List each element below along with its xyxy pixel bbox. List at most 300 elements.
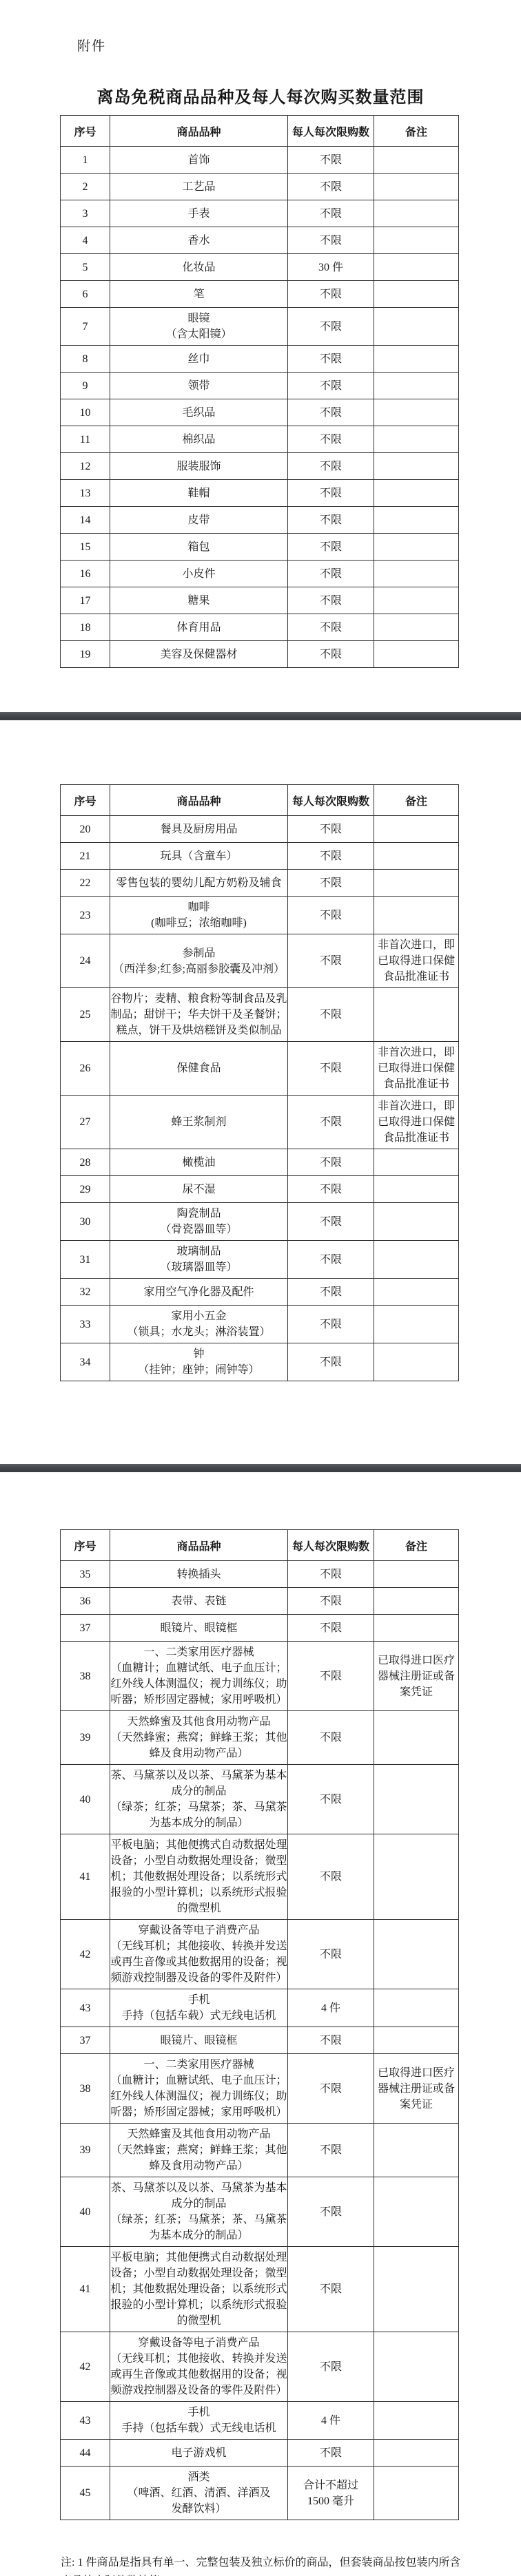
cell-text-line: 手表 bbox=[187, 207, 210, 220]
cell-text-line: 茶、马黛茶以及以茶、马黛茶为基本成分的制品 bbox=[110, 1770, 287, 1797]
cell-text-line: （骨瓷器皿等） bbox=[160, 1224, 238, 1235]
limit-cell bbox=[288, 147, 374, 174]
cell-text-line: 不限 bbox=[319, 2206, 342, 2218]
cell-text-line: （血糖计；血糖试纸、电子血压计；红外线人体测温仪；视力训练仪；助听器；矫形固定器械；家用呼吸机） bbox=[110, 2075, 287, 2118]
product-cell bbox=[110, 1149, 288, 1176]
remark-cell bbox=[374, 1203, 459, 1241]
table-row bbox=[61, 1615, 459, 1642]
product-cell bbox=[110, 174, 288, 200]
column-header-0: 序号 bbox=[61, 116, 110, 147]
limit-cell bbox=[288, 843, 374, 870]
row-number-cell: 41 bbox=[61, 1834, 110, 1920]
cell-text-line: 平板电脑；其他便携式自动数据处理设备；小型自动数据处理设备；微型机；其他数据处理设备；以系统形式报验的小型计算机；以系统形式报验的微型机 bbox=[110, 2252, 287, 2327]
table-row bbox=[61, 200, 459, 227]
cell-text-line: 不限 bbox=[319, 909, 342, 921]
remark-cell bbox=[374, 2124, 459, 2177]
table-row bbox=[61, 816, 459, 843]
cell-text-line: 不限 bbox=[319, 433, 342, 446]
cell-text-line: 工艺品 bbox=[182, 180, 216, 193]
row-number-cell: 1 bbox=[61, 147, 110, 174]
footnote-line bbox=[61, 2572, 474, 2576]
product-cell bbox=[110, 587, 288, 614]
cell-text-line: 平板电脑；其他便携式自动数据处理设备；小型自动数据处理设备；微型机；其他数据处理设备；以系统形式报验的小型计算机；以系统形式报验的微型机 bbox=[110, 1839, 287, 1914]
cell-text-line: 参制品 bbox=[182, 947, 216, 959]
remark-cell bbox=[374, 534, 459, 561]
remark-cell bbox=[374, 816, 459, 843]
table-row bbox=[61, 897, 459, 934]
remark-cell bbox=[374, 308, 459, 346]
row-number-cell: 42 bbox=[61, 1920, 110, 1989]
cell-text-line: 体育用品 bbox=[176, 621, 221, 633]
table-row bbox=[61, 1561, 459, 1588]
row-number-cell: 29 bbox=[61, 1176, 110, 1203]
limit-cell bbox=[288, 373, 374, 399]
column-header-1: 商品品种 bbox=[110, 785, 288, 816]
row-number-cell: 20 bbox=[61, 816, 110, 843]
cell-text-line: （绿茶；红茶；马黛茶；茶、马黛茶为基本成分的制品） bbox=[110, 2214, 287, 2241]
product-cell bbox=[110, 1834, 288, 1920]
product-cell bbox=[110, 453, 288, 480]
remark-cell bbox=[374, 453, 459, 480]
limit-cell bbox=[288, 1711, 374, 1765]
product-cell bbox=[110, 399, 288, 426]
cell-text-line: (咖啡豆；浓缩咖啡) bbox=[151, 917, 247, 929]
table-row bbox=[61, 254, 459, 281]
product-cell bbox=[110, 1588, 288, 1615]
goods-table-2 bbox=[60, 784, 459, 1381]
cell-text-line: 不限 bbox=[319, 648, 342, 660]
row-number-cell: 38 bbox=[61, 1642, 110, 1711]
cell-text-line: 不限 bbox=[319, 850, 342, 862]
document-title: 离岛免税商品品种及每人每次购买数量范围 bbox=[96, 88, 425, 107]
limit-cell bbox=[288, 174, 374, 200]
product-cell bbox=[110, 816, 288, 843]
column-header-1: 商品品种 bbox=[110, 116, 288, 147]
product-cell bbox=[110, 1561, 288, 1588]
product-cell bbox=[110, 1765, 288, 1834]
row-number-cell: 33 bbox=[61, 1306, 110, 1343]
cell-text-line: 不限 bbox=[319, 406, 342, 419]
cell-text-line: （含太阳镜） bbox=[165, 328, 232, 340]
column-header-0: 序号 bbox=[61, 785, 110, 816]
column-header-2: 每人每次限购数 bbox=[288, 785, 374, 816]
cell-text-line: 不限 bbox=[319, 2283, 342, 2295]
table-row bbox=[61, 507, 459, 534]
cell-text-line: 皮带 bbox=[187, 514, 210, 526]
table-row bbox=[61, 1042, 459, 1096]
limit-cell bbox=[288, 399, 374, 426]
cell-text-line: 穿戴设备等电子消费产品 bbox=[138, 2337, 260, 2349]
row-number-cell: 3 bbox=[61, 200, 110, 227]
column-header-3: 备注 bbox=[374, 785, 459, 816]
limit-cell bbox=[288, 254, 374, 281]
table-row bbox=[61, 2054, 459, 2124]
product-cell bbox=[110, 870, 288, 897]
row-number-cell: 21 bbox=[61, 843, 110, 870]
page-2 bbox=[0, 720, 521, 1464]
remark-cell bbox=[374, 1989, 459, 2027]
cell-text-line: 一、二类家用医疗器械 bbox=[143, 2059, 254, 2071]
remark-cell bbox=[374, 614, 459, 641]
remark-cell bbox=[374, 507, 459, 534]
limit-cell bbox=[288, 1834, 374, 1920]
table-row bbox=[61, 1306, 459, 1343]
product-cell bbox=[110, 281, 288, 308]
remark-cell bbox=[374, 2332, 459, 2402]
product-cell bbox=[110, 373, 288, 399]
row-number-cell: 36 bbox=[61, 1588, 110, 1615]
attachment-label: 附件 bbox=[77, 39, 107, 54]
cell-text-line: 不限 bbox=[319, 1318, 342, 1330]
cell-text-line: 不限 bbox=[319, 877, 342, 889]
cell-text-line: 橄榄油 bbox=[182, 1156, 216, 1169]
table-row bbox=[61, 2247, 459, 2332]
remark-cell bbox=[374, 281, 459, 308]
cell-text-line: 领带 bbox=[187, 379, 210, 392]
cell-text-line: 30 件 bbox=[318, 261, 343, 273]
header-row bbox=[61, 116, 459, 147]
table-row bbox=[61, 614, 459, 641]
table-row bbox=[61, 1343, 459, 1381]
table-row bbox=[61, 843, 459, 870]
cell-text-line: 不限 bbox=[319, 487, 342, 499]
product-cell bbox=[110, 2054, 288, 2124]
cell-text-line: 服装服饰 bbox=[176, 460, 221, 472]
limit-cell bbox=[288, 1203, 374, 1241]
cell-text-line: 谷物片；麦精、粮食粉等制食品及乳制品；甜饼干；华夫饼干及圣餐饼；糕点，饼干及烘焙糕饼及类似制品 bbox=[110, 993, 287, 1036]
limit-cell bbox=[288, 1176, 374, 1203]
cell-text-line: 糖果 bbox=[187, 594, 210, 607]
cell-text-line: （无线耳机；其他接收、转换并发送或再生音像或其他数据用的设备；视频游戏控制器及设备的零件及附件） bbox=[110, 1940, 287, 1984]
remark-cell bbox=[374, 1306, 459, 1343]
row-number-cell: 44 bbox=[61, 2440, 110, 2467]
cell-text-line: 眼镜 bbox=[187, 313, 210, 324]
cell-text-line: 不限 bbox=[319, 1356, 342, 1368]
cell-text-line: 发酵饮料） bbox=[171, 2503, 227, 2515]
limit-cell bbox=[288, 1306, 374, 1343]
table-row bbox=[61, 1642, 459, 1711]
cell-text-line: 不限 bbox=[319, 1183, 342, 1195]
product-cell bbox=[110, 2440, 288, 2467]
product-cell bbox=[110, 1306, 288, 1343]
cell-text-line: 不限 bbox=[319, 234, 342, 247]
table-row bbox=[61, 1096, 459, 1149]
limit-cell bbox=[288, 587, 374, 614]
cell-text-line: 眼镜片、眼镜框 bbox=[160, 1622, 238, 1634]
cell-text-line: 家用空气净化器及配件 bbox=[143, 1286, 254, 1298]
row-number-cell: 43 bbox=[61, 2402, 110, 2440]
row-number-cell: 40 bbox=[61, 1765, 110, 1834]
limit-cell bbox=[288, 1615, 374, 1642]
cell-text-line: 穿戴设备等电子消费产品 bbox=[138, 1925, 260, 1936]
limit-cell bbox=[288, 480, 374, 507]
cell-text-line: 不限 bbox=[319, 2447, 342, 2459]
cell-text-line: 电子游戏机 bbox=[171, 2447, 227, 2459]
cell-text-line: 毛织品 bbox=[182, 406, 216, 419]
remark-cell bbox=[374, 1615, 459, 1642]
table-row bbox=[61, 2027, 459, 2054]
limit-cell bbox=[288, 614, 374, 641]
limit-cell bbox=[288, 1561, 374, 1588]
cell-text-line: 手持（包括车载）式无线电话机 bbox=[121, 2010, 276, 2022]
product-cell bbox=[110, 1989, 288, 2027]
cell-text-line: 天然蜂蜜及其他食用动物产品 bbox=[127, 2128, 271, 2140]
limit-cell bbox=[288, 1042, 374, 1096]
remark-cell bbox=[374, 227, 459, 254]
cell-text-line: 已取得进口医疗器械注册证或备案凭证 bbox=[377, 1654, 455, 1698]
product-cell bbox=[110, 1241, 288, 1279]
column-header-0: 序号 bbox=[61, 1530, 110, 1561]
table-row bbox=[61, 2440, 459, 2467]
remark-cell bbox=[374, 1176, 459, 1203]
table-row bbox=[61, 2467, 459, 2520]
cell-text-line: 箱包 bbox=[187, 541, 210, 553]
product-cell bbox=[110, 843, 288, 870]
table-row bbox=[61, 534, 459, 561]
product-cell bbox=[110, 147, 288, 174]
remark-cell bbox=[374, 1096, 459, 1149]
cell-text-line: 眼镜片、眼镜框 bbox=[160, 2034, 238, 2046]
cell-text-line: 表带、表链 bbox=[171, 1595, 227, 1607]
remark-cell bbox=[374, 1149, 459, 1176]
cell-text-line: 转换插头 bbox=[176, 1568, 221, 1580]
remark-cell bbox=[374, 2027, 459, 2054]
cell-text-line: 非首次进口，即已取得进口保健食品批准证书 bbox=[377, 939, 455, 983]
cell-text-line: （血糖计；血糖试纸、电子血压计；红外线人体测温仪；视力训练仪；助听器；矫形固定器械；家用呼吸机） bbox=[110, 1662, 287, 1706]
limit-cell bbox=[288, 1765, 374, 1834]
product-cell bbox=[110, 2177, 288, 2247]
cell-text-line: 不限 bbox=[319, 1670, 342, 1682]
table-row bbox=[61, 308, 459, 346]
product-cell bbox=[110, 614, 288, 641]
cell-text-line: 玩具（含童车） bbox=[160, 850, 238, 862]
limit-cell bbox=[288, 2177, 374, 2247]
cell-text-line: 玻璃制品 bbox=[176, 1246, 221, 1257]
remark-cell bbox=[374, 1343, 459, 1381]
row-number-cell: 8 bbox=[61, 346, 110, 373]
cell-text-line: 不限 bbox=[319, 1568, 342, 1580]
limit-cell bbox=[288, 281, 374, 308]
row-number-cell: 19 bbox=[61, 641, 110, 668]
cell-text-line: 不限 bbox=[319, 1948, 342, 1960]
cell-text-line: 不限 bbox=[319, 154, 342, 166]
row-number-cell: 17 bbox=[61, 587, 110, 614]
cell-text-line: 蜂王浆制剂 bbox=[171, 1116, 227, 1128]
cell-text-line: 4 件 bbox=[320, 2002, 340, 2014]
cell-text-line: 笔 bbox=[193, 288, 205, 300]
cell-text-line: 不限 bbox=[319, 594, 342, 607]
cell-text-line: 不限 bbox=[319, 1595, 342, 1607]
header-row bbox=[61, 1530, 459, 1561]
row-number-cell: 27 bbox=[61, 1096, 110, 1149]
table-row bbox=[61, 1765, 459, 1834]
limit-cell bbox=[288, 2027, 374, 2054]
table-row bbox=[61, 1989, 459, 2027]
table-row bbox=[61, 988, 459, 1042]
row-number-cell: 39 bbox=[61, 2124, 110, 2177]
table-row bbox=[61, 561, 459, 587]
cell-text-line: 香水 bbox=[187, 234, 210, 247]
remark-cell bbox=[374, 988, 459, 1042]
product-cell bbox=[110, 1920, 288, 1989]
cell-text-line: 不限 bbox=[319, 2082, 342, 2095]
row-number-cell: 30 bbox=[61, 1203, 110, 1241]
table-row bbox=[61, 1920, 459, 1989]
cell-text-line: 餐具及厨房用品 bbox=[160, 823, 238, 835]
row-number-cell: 9 bbox=[61, 373, 110, 399]
table-row bbox=[61, 2177, 459, 2247]
table-row bbox=[61, 1279, 459, 1306]
row-number-cell: 13 bbox=[61, 480, 110, 507]
table-row bbox=[61, 227, 459, 254]
table-row bbox=[61, 2402, 459, 2440]
product-cell bbox=[110, 534, 288, 561]
remark-cell bbox=[374, 174, 459, 200]
table-row bbox=[61, 2124, 459, 2177]
limit-cell bbox=[288, 346, 374, 373]
row-number-cell: 2 bbox=[61, 174, 110, 200]
limit-cell bbox=[288, 2440, 374, 2467]
limit-cell bbox=[288, 534, 374, 561]
row-number-cell: 11 bbox=[61, 426, 110, 453]
row-number-cell: 35 bbox=[61, 1561, 110, 1588]
table-row bbox=[61, 426, 459, 453]
limit-cell bbox=[288, 507, 374, 534]
row-number-cell: 4 bbox=[61, 227, 110, 254]
product-cell bbox=[110, 2467, 288, 2520]
cell-text-line: 不限 bbox=[319, 1116, 342, 1128]
cell-text-line: 保健食品 bbox=[176, 1062, 221, 1074]
cell-text-line: 1500 毫升 bbox=[307, 2495, 354, 2507]
cell-text-line: 咖啡 bbox=[187, 901, 210, 913]
limit-cell bbox=[288, 227, 374, 254]
cell-text-line: 已取得进口医疗器械注册证或备案凭证 bbox=[377, 2066, 455, 2111]
cell-text-line: 天然蜂蜜及其他食用动物产品 bbox=[127, 1716, 271, 1728]
page-separator-2 bbox=[0, 1464, 521, 1472]
row-number-cell: 39 bbox=[61, 1711, 110, 1765]
row-number-cell: 40 bbox=[61, 2177, 110, 2247]
cell-text-line: 不限 bbox=[319, 2034, 342, 2046]
remark-cell bbox=[374, 587, 459, 614]
table-row bbox=[61, 934, 459, 988]
table-row bbox=[61, 2332, 459, 2402]
table-row bbox=[61, 147, 459, 174]
product-cell bbox=[110, 507, 288, 534]
cell-text-line: 手机 bbox=[187, 2407, 210, 2418]
row-number-cell: 31 bbox=[61, 1241, 110, 1279]
table-row bbox=[61, 281, 459, 308]
remark-cell bbox=[374, 1279, 459, 1306]
product-cell bbox=[110, 897, 288, 934]
cell-text-line: 不限 bbox=[319, 567, 342, 580]
remark-cell bbox=[374, 2177, 459, 2247]
cell-text-line: 不限 bbox=[319, 180, 342, 193]
product-cell bbox=[110, 1711, 288, 1765]
cell-text-line: （挂钟；座钟；闹钟等） bbox=[138, 1364, 260, 1376]
table-row bbox=[61, 1241, 459, 1279]
cell-text-line: 不限 bbox=[319, 288, 342, 300]
cell-text-line: 不限 bbox=[319, 1286, 342, 1298]
cell-text-line: （天然蜂蜜；燕窝；鲜蜂王浆；其他蜂及食用动物产品） bbox=[110, 2144, 287, 2172]
remark-cell bbox=[374, 1920, 459, 1989]
limit-cell bbox=[288, 426, 374, 453]
limit-cell bbox=[288, 561, 374, 587]
product-cell bbox=[110, 200, 288, 227]
remark-cell bbox=[374, 2440, 459, 2467]
product-cell bbox=[110, 2332, 288, 2402]
limit-cell bbox=[288, 2332, 374, 2402]
product-cell bbox=[110, 227, 288, 254]
limit-cell bbox=[288, 988, 374, 1042]
page-1 bbox=[0, 0, 521, 712]
cell-text-line: 手持（包括车载）式无线电话机 bbox=[121, 2422, 276, 2434]
remark-cell bbox=[374, 346, 459, 373]
limit-cell bbox=[288, 1149, 374, 1176]
product-cell bbox=[110, 346, 288, 373]
column-header-3: 备注 bbox=[374, 116, 459, 147]
limit-cell bbox=[288, 641, 374, 668]
cell-text-line: 合计不超过 bbox=[303, 2479, 358, 2491]
row-number-cell: 23 bbox=[61, 897, 110, 934]
row-number-cell: 37 bbox=[61, 2027, 110, 2054]
product-cell bbox=[110, 254, 288, 281]
cell-text-line: （锁具；水龙头；淋浴装置） bbox=[127, 1326, 271, 1338]
footnote bbox=[61, 2553, 474, 2576]
product-cell bbox=[110, 988, 288, 1042]
product-cell bbox=[110, 1343, 288, 1381]
column-header-3: 备注 bbox=[374, 1530, 459, 1561]
column-header-2: 每人每次限购数 bbox=[288, 1530, 374, 1561]
row-number-cell: 45 bbox=[61, 2467, 110, 2520]
remark-cell bbox=[374, 147, 459, 174]
cell-text-line: 非首次进口，即已取得进口保健食品批准证书 bbox=[377, 1100, 455, 1144]
remark-cell bbox=[374, 426, 459, 453]
limit-cell bbox=[288, 308, 374, 346]
cell-text-line: 美容及保健器材 bbox=[160, 648, 238, 660]
remark-cell bbox=[374, 2247, 459, 2332]
limit-cell bbox=[288, 1343, 374, 1381]
row-number-cell: 7 bbox=[61, 308, 110, 346]
limit-cell bbox=[288, 1920, 374, 1989]
cell-text-line: 不限 bbox=[319, 823, 342, 835]
row-number-cell: 24 bbox=[61, 934, 110, 988]
limit-cell bbox=[288, 934, 374, 988]
limit-cell bbox=[288, 816, 374, 843]
remark-cell bbox=[374, 373, 459, 399]
table-row bbox=[61, 1149, 459, 1176]
table-row bbox=[61, 399, 459, 426]
product-cell bbox=[110, 2402, 288, 2440]
remark-cell bbox=[374, 480, 459, 507]
limit-cell bbox=[288, 1588, 374, 1615]
remark-cell bbox=[374, 843, 459, 870]
cell-text-line: 丝巾 bbox=[187, 353, 210, 365]
cell-text-line: 不限 bbox=[319, 207, 342, 220]
cell-text-line: 一、二类家用医疗器械 bbox=[143, 1646, 254, 1658]
table-row bbox=[61, 587, 459, 614]
limit-cell bbox=[288, 2247, 374, 2332]
product-cell bbox=[110, 1042, 288, 1096]
table-row bbox=[61, 641, 459, 668]
row-number-cell: 37 bbox=[61, 1615, 110, 1642]
cell-text-line: 4 件 bbox=[320, 2414, 340, 2427]
page-3 bbox=[0, 1472, 521, 2576]
row-number-cell: 14 bbox=[61, 507, 110, 534]
remark-cell bbox=[374, 1711, 459, 1765]
remark-cell bbox=[374, 1241, 459, 1279]
table-row bbox=[61, 1834, 459, 1920]
cell-text-line: 不限 bbox=[319, 1156, 342, 1169]
